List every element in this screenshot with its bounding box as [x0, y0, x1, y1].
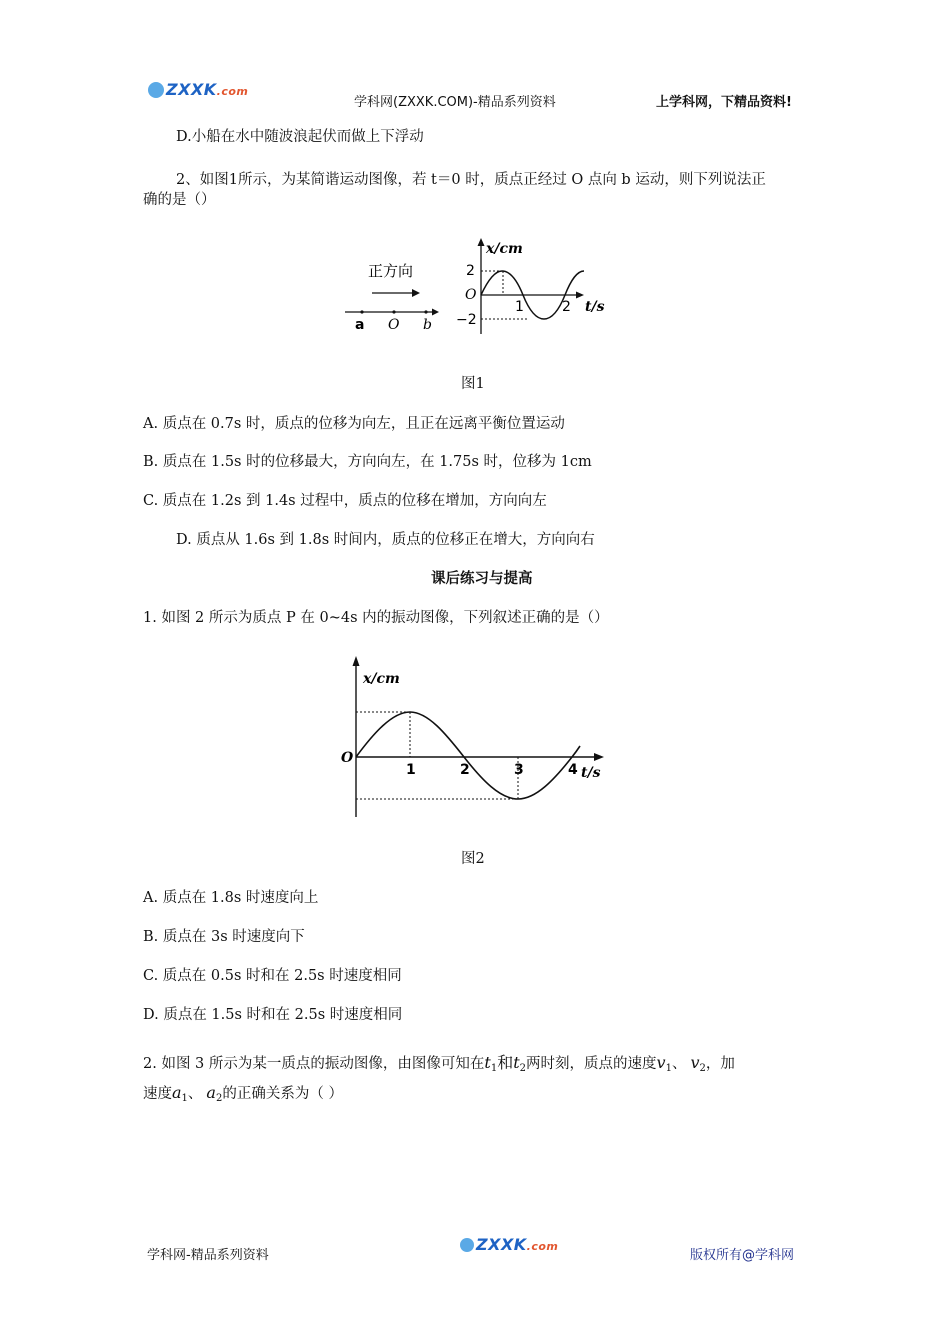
prev-option-d: D.小船在水中随波浪起伏而做上下浮动 [176, 129, 424, 145]
p2-var-t1: $t_1$ [484, 1053, 498, 1074]
footer-logo-text: ZXXK [476, 1235, 527, 1254]
practice-2-line1 [143, 1053, 735, 1079]
practice-1-option-c: C. 质点在 0.5s 时和在 2.5s 时速度相同 [143, 968, 402, 984]
footer-logo-mascot-icon [460, 1238, 474, 1252]
fig2-x-tick-2: 2 [460, 762, 470, 778]
fig1-x-tick-2: 2 [562, 299, 571, 315]
p2-text-and: 和 [497, 1053, 514, 1072]
figure-1-caption: 图1 [461, 376, 485, 392]
fig1-x-label: t/s [585, 299, 605, 315]
fig1-y-tick-pos: 2 [466, 263, 475, 279]
question-2-option-d: D. 质点从 1.6s 到 1.8s 时间内，质点的位移正在增大，方向向右 [176, 532, 595, 548]
question-2-line2: 确的是（） [143, 192, 216, 208]
fig1-y-tick-neg: −2 [456, 312, 477, 328]
logo-text: ZXXK [166, 80, 217, 99]
p2-text-pre: 2. 如图 3 所示为某一质点的振动图像，由图像可知在 [143, 1056, 485, 1072]
p2-sep-1: 、 [671, 1056, 687, 1072]
footer-right: 版权所有@学科网 [690, 1248, 795, 1263]
footer-logo-suffix: .com [526, 1240, 559, 1253]
fig1-point-o: O [388, 317, 400, 333]
question-2-option-b: B. 质点在 1.5s 时的位移最大，方向向左，在 1.75s 时，位移为 1cm [143, 454, 592, 470]
fig2-x-ticks [406, 762, 578, 778]
p2-sep-2: 、 [187, 1086, 203, 1102]
p2-text-mid: 两时刻，质点的速度 [526, 1056, 657, 1072]
question-2-line1: 2、如图1所示，为某简谐运动图像，若 t＝0 时，质点正经过 O 点向 b 运动，则下列说法正 [176, 172, 766, 188]
footer-left: 学科网-精品系列资料 [147, 1248, 269, 1263]
fig1-point-b: b [423, 317, 432, 333]
logo-mascot-icon [148, 82, 164, 98]
p2-text-line2-end: 的正确关系为（ ） [222, 1086, 343, 1102]
question-2-option-c: C. 质点在 1.2s 到 1.4s 过程中，质点的位移在增加，方向向左 [143, 493, 547, 509]
fig2-x-tick-3: 3 [514, 762, 524, 778]
p2-var-t2: $t_2$ [513, 1053, 527, 1074]
fig2-x-label: t/s [581, 765, 601, 781]
fig1-direction-label: 正方向 [368, 262, 414, 280]
fig2-x-tick-1: 1 [406, 762, 416, 778]
header-logo [148, 80, 248, 99]
fig2-origin: O [341, 750, 354, 766]
figure-2 [336, 652, 636, 822]
header-center: 学科网(ZXXK.COM)-精品系列资料 [354, 95, 556, 110]
p2-var-v2: $v_2$ [690, 1053, 706, 1074]
p2-var-a2: $a_2$ [206, 1083, 223, 1104]
fig1-point-a: a [355, 317, 365, 333]
practice-1-option-a: A. 质点在 1.8s 时速度向上 [143, 890, 319, 906]
fig2-x-tick-4: 4 [568, 762, 578, 778]
fig2-sine-curve [356, 712, 580, 799]
section-title: 课后练习与提高 [431, 570, 533, 587]
practice-2-line2 [143, 1083, 343, 1109]
fig1-x-tick-1: 1 [515, 299, 524, 315]
header-right: 上学科网，下精品资料! [656, 95, 792, 110]
p2-var-a1: $a_1$ [172, 1083, 188, 1104]
logo-suffix: .com [216, 85, 249, 98]
p2-var-v1: $v_1$ [656, 1053, 672, 1074]
practice-1: 1. 如图 2 所示为质点 P 在 0~4s 内的振动图像，下列叙述正确的是（） [143, 610, 609, 626]
practice-1-option-b: B. 质点在 3s 时速度向下 [143, 929, 305, 945]
fig2-y-label: x/cm [363, 671, 400, 687]
practice-1-option-d: D. 质点在 1.5s 时和在 2.5s 时速度相同 [143, 1007, 403, 1023]
fig1-y-tick-zero: O [465, 287, 477, 303]
figure-1 [340, 236, 640, 346]
question-2-option-a: A. 质点在 0.7s 时，质点的位移为向左，且正在远离平衡位置运动 [143, 416, 565, 432]
figure-2-caption: 图2 [461, 851, 485, 867]
footer-logo [460, 1235, 558, 1254]
p2-text-accel: 速度 [143, 1086, 172, 1102]
p2-text-end: ，加 [705, 1056, 735, 1072]
fig1-y-label: x/cm [486, 241, 523, 257]
